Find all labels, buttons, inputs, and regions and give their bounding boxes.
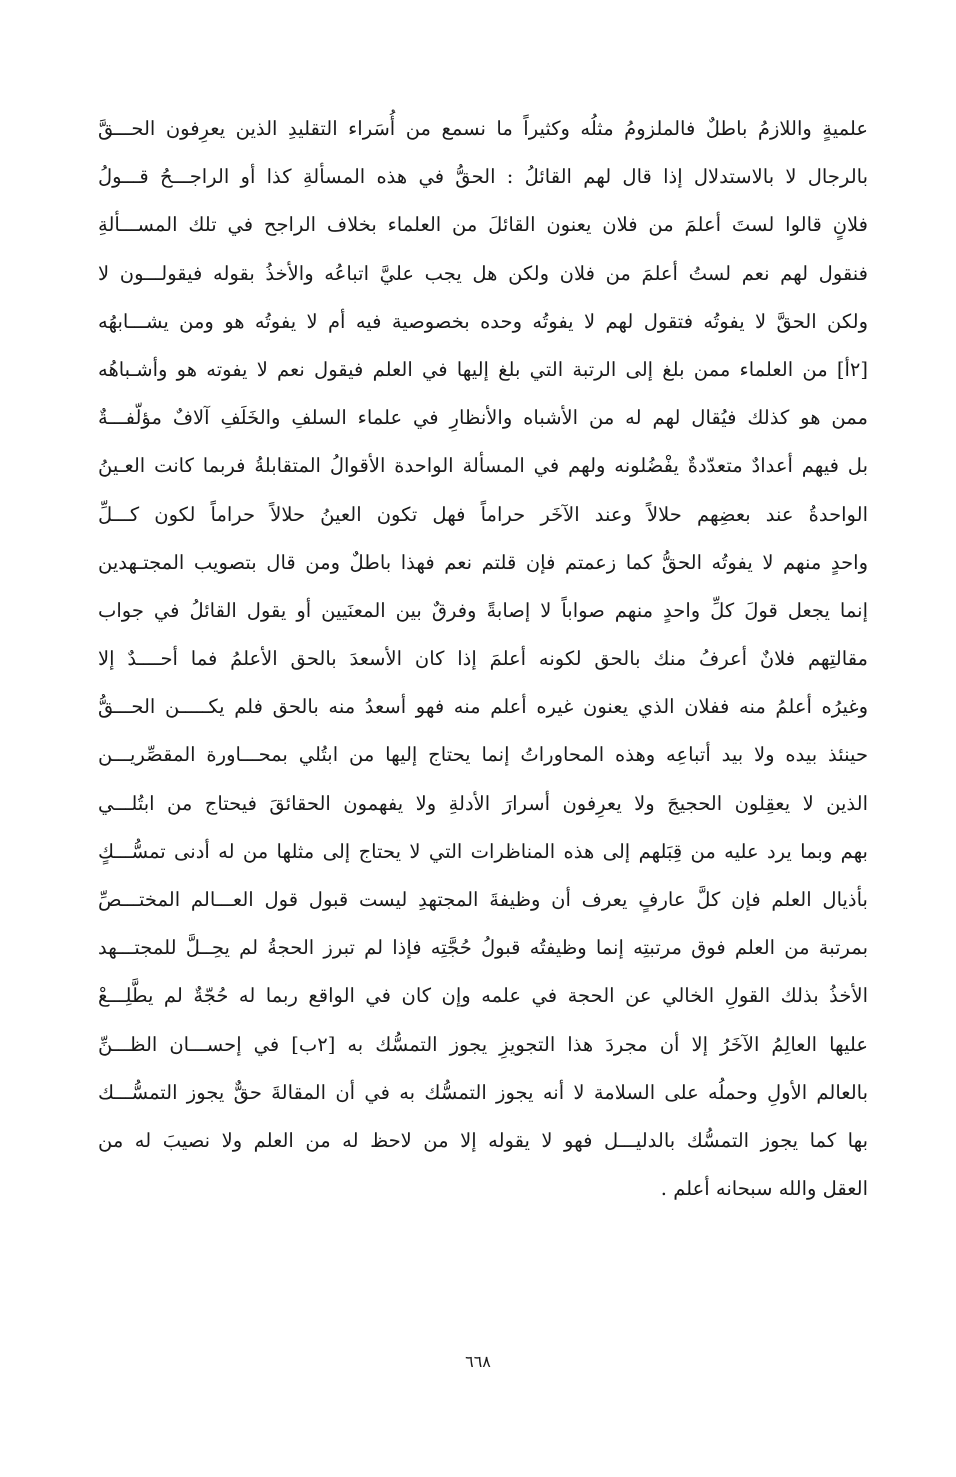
text-line-3: فلانٍ قالوا لستَ أعلمَ من فلان يعنون القائلَ من العلماء بخلاف الراجح في تلك المســـألةِ [98,213,868,237]
text-line-5: ولكن الحقَّ لا يفوتُه فتقول لهم لا يفوتُه وحده بخصوصية فيه أم لا يفوتُه هو ومن يشـــابهُه [98,309,868,333]
text-line-13: وغيرُه أعلمُ منه ففلان الذي يعنون غيره أعلم منه فهو أسعدُ منه بالحق فلم يكـــــن الحـــقُّ [98,695,868,719]
text-line-10: واحدٍ منهم لا يفوتُه الحقُّ كما زعمتم فإن قلتم نعم فهذا باطلٌ ومن قال بتصويب المجتـهدين [98,550,868,574]
text-line-15: الذين لا يعقِلون الحجيجَ ولا يعرِفون أسرارَ الأدلةِ ولا يفهمون الحقائقَ فيحتاج من ابتُلـــي [98,791,868,815]
text-line-8: بل فيهم أعدادٌ متعدّدةٌ يفْضُلونه ولهم في المسألة الواحدة الأقوالُ المتقابلةُ فربما كانت العـينُ [98,454,868,478]
text-line-23: العقل والله سبحانه أعلم . [660,1177,868,1201]
text-line-12: مقالتِهم فلانٌ أعرفُ منك بالحق لكونه أعلمَ إذا كان الأسعدَ بالحق الأعلمُ فما أحــــدٌ إلا [98,647,868,671]
text-line-14: حينئذ بيده ولا بيد أتباعِه وهذه المحاوراتُ إنما يحتاج إليها من ابتُلي بمحـــاورة المقصِّريـــن [98,743,868,767]
text-line-19: الأخذُ بذلك القولِ الخالي عن الحجة في علمه وإن كان في الواقع ربما له حُجّةٌ لم يطَّلِـــعْ [98,984,868,1008]
text-line-18: بمرتبة من العلم فوق مرتبتِه إنما وظيفتُه قبولُ حُجَّتِه فإذا لم تبرز الحجةُ لم يحِــلَّ للمجتـــهد [98,936,868,960]
text-line-1: علميةٍ واللازمُ باطلٌ فالملزومُ مثلُه وكثيراً ما نسمع من أُسَراء التقليدِ الذين يعرِفون الحـــقَّ [98,117,868,140]
text-line-9: الواحدةُ عند بعضِهم حلالاً وعند الآخَر حراماً فهل تكون العينُ حلالاً حراماً لكون كـــلِّ [98,502,868,526]
text-line-17: بأذيال العلم فإن كلَّ عارفٍ يعرف أن وظيفةَ المجتهدِ ليست قبول قول العـــالم المختـــصِّ [98,888,868,911]
body-text [98,105,868,1213]
text-line-22: بها كما يجوز التمسُّك بالدليـــل فهو لا يقوله إلا من لاحظ له من العلم ولا نصيبَ له من [98,1128,868,1152]
text-line-6: [٢أ] من العلماء ممن بلغ إلى الرتبة التي بلغ إليها في العلم فيقول نعم لا يفوته هو وأشـباهُه [98,357,868,381]
text-line-4: فنقول لهم نعم لستُ أعلمَ من فلان ولكن هل يجب عليَّ اتباعُه والأخذُ بقوله فيقولـــون لا [98,261,868,285]
text-line-2: بالرجال لا بالاستدلال إذا قال لهم القائلُ : الحقُّ في هذه المسألةِ كذا أو الراجـــحُ قـــولُ [98,165,868,189]
text-line-21: بالعالم الأولِ وحملُه على السلامة لا أنه يجوز التمسُّك به في أن المقالةَ حقٌّ يجوز التمسُّـــك [98,1080,868,1104]
text-line-16: بهم وبما يرد عليه من قِبَلهم إلى هذه المناظرات التي لا يحتاج إلى مثلها من له أدنى تمسُّـــكٍ [98,839,868,863]
text-line-11: إنما يجعل قولَ كلِّ واحدٍ منهم صواباً لا إصابةً وفرقٌ بين المعنَيين أو يقول القائلُ في جواب [98,598,868,622]
text-line-20: عليها العالِمُ الآخَرُ إلا أن مجردَ هذا التجويزِ يجوز التمسُّك به [٢ب] في إحســـان الظـــنِّ [98,1032,868,1056]
page-number: ٦٦٨ [465,1352,491,1371]
text-line-7: ممن هو كذلك فيُقال لهم له من الأشباه والأنظارِ في علماء السلفِ والخَلَفِ آلافٌ مؤلّفـــةٌ [98,406,868,430]
